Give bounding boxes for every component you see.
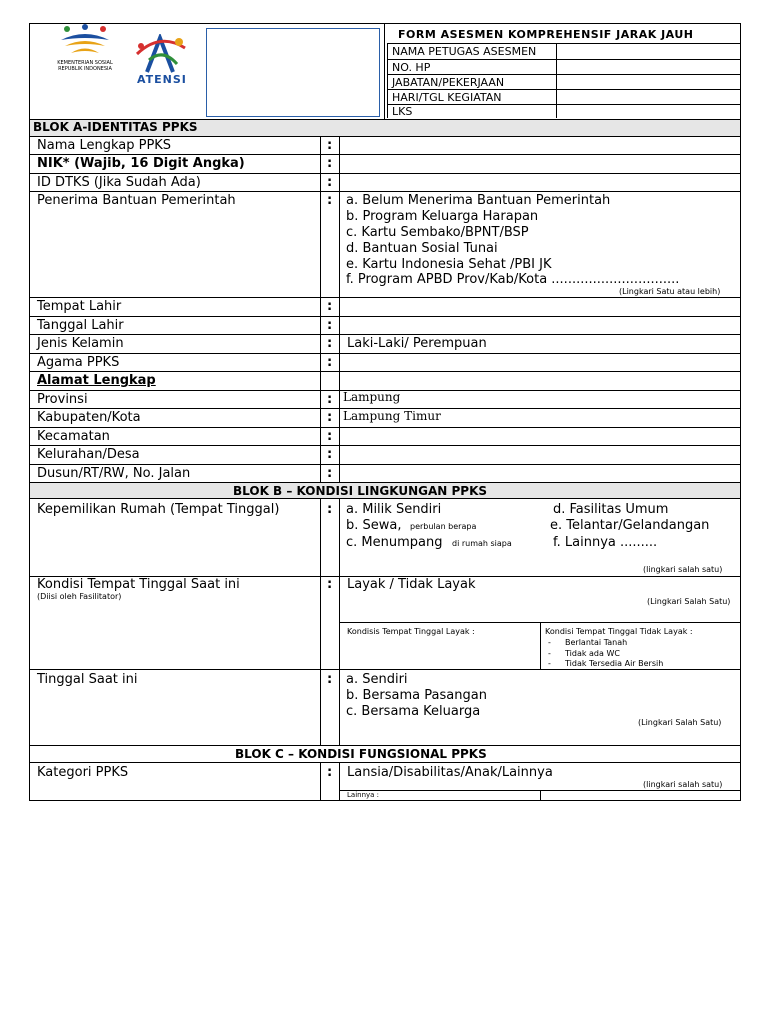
colon: : [327, 336, 333, 351]
bantuan-option[interactable]: c. Kartu Sembako/BPNT/BSP [346, 225, 529, 240]
kategori-label: Kategori PPKS [37, 765, 129, 780]
tempat-lahir-field[interactable] [341, 298, 739, 315]
kelurahan-label: Kelurahan/Desa [37, 447, 140, 462]
tanggal-lahir-label: Tanggal Lahir [37, 318, 124, 333]
rumah-option-f[interactable]: f. Lainnya ......... [553, 535, 658, 550]
colon: : [327, 429, 333, 444]
kabupaten-value[interactable]: Lampung Timur [343, 409, 441, 423]
nama-field[interactable] [341, 137, 739, 153]
dtks-label: ID DTKS (Jika Sudah Ada) [37, 175, 201, 190]
kemensos-emblem-icon [55, 24, 115, 60]
lainnya-label: Lainnya : [347, 791, 380, 799]
kemensos-logo-text: KEMENTERIAN SOSIAL REPUBLIK INDONESIA [57, 60, 113, 72]
colon: : [327, 577, 333, 592]
tinggal-note: (Lingkari Salah Satu) [638, 718, 722, 727]
rumah-option-e[interactable]: e. Telantar/Gelandangan [550, 518, 710, 533]
rumah-option-a[interactable]: a. Milik Sendiri [346, 502, 442, 517]
meta-jabatan-field[interactable] [558, 75, 740, 88]
rumah-option-d[interactable]: d. Fasilitas Umum [553, 502, 669, 517]
rumah-option-c-note: di rumah siapa [452, 539, 512, 548]
colon: : [327, 466, 333, 481]
colon: : [327, 447, 333, 462]
meta-hari-field[interactable] [558, 90, 740, 103]
colon: : [327, 175, 333, 190]
tidak-layak-item: Berlantai Tanah [565, 638, 628, 647]
kelurahan-field[interactable] [341, 446, 739, 463]
bantuan-option[interactable]: b. Program Keluarga Harapan [346, 209, 539, 224]
block-c-title: BLOK C – KONDISI FUNGSIONAL PPKS [235, 747, 487, 761]
bullet: - [548, 638, 551, 647]
colon: : [327, 765, 333, 780]
tidak-layak-item: Tidak ada WC [565, 649, 620, 658]
atensi-logo-text: ATENSI [137, 73, 187, 86]
tidak-layak-item: Tidak Tersedia Air Bersih [565, 659, 664, 668]
atensi-logo [127, 34, 193, 86]
bantuan-option[interactable]: a. Belum Menerima Bantuan Pemerintah [346, 193, 611, 208]
rumah-option-c[interactable]: c. Menumpang [346, 535, 443, 550]
kategori-note: (lingkari salah satu) [643, 780, 723, 789]
meta-hp-label: NO. HP [392, 61, 431, 74]
alamat-label: Alamat Lengkap [37, 373, 156, 388]
meta-hp-field[interactable] [558, 60, 740, 73]
colon: : [327, 392, 333, 407]
bantuan-option[interactable]: e. Kartu Indonesia Sehat /PBI JK [346, 257, 552, 272]
kondisi-label: Kondisi Tempat Tinggal Saat ini [37, 577, 240, 592]
tinggal-option[interactable]: b. Bersama Pasangan [346, 688, 487, 703]
tidak-layak-title: Kondisi Tempat Tinggal Tidak Layak : [545, 627, 693, 636]
tinggal-option[interactable]: a. Sendiri [346, 672, 408, 687]
tinggal-label: Tinggal Saat ini [37, 672, 138, 687]
bantuan-option[interactable]: f. Program APBD Prov/Kab/Kota ............................... [346, 272, 680, 287]
kondisi-value[interactable]: Layak / Tidak Layak [347, 577, 476, 592]
agama-label: Agama PPKS [37, 355, 120, 370]
bullet: - [548, 649, 551, 658]
dusun-label: Dusun/RT/RW, No. Jalan [37, 466, 191, 481]
nik-label: NIK* (Wajib, 16 Digit Angka) [37, 156, 245, 171]
kemensos-logo [55, 24, 115, 94]
rumah-option-b-note: perbulan berapa [410, 522, 477, 531]
colon: : [327, 410, 333, 425]
dtks-field[interactable] [341, 174, 739, 190]
meta-lks-label: LKS [392, 105, 413, 118]
rumah-option-b[interactable]: b. Sewa, [346, 518, 402, 533]
colon: : [327, 299, 333, 314]
block-a-title: BLOK A-IDENTITAS PPKS [33, 120, 198, 134]
bantuan-option[interactable]: d. Bantuan Sosial Tunai [346, 241, 498, 256]
jenis-kelamin-label: Jenis Kelamin [37, 336, 124, 351]
lainnya-field[interactable] [542, 791, 739, 800]
colon: : [327, 672, 333, 687]
colon: : [327, 156, 333, 171]
colon: : [327, 355, 333, 370]
meta-jabatan-label: JABATAN/PEKERJAAN [392, 76, 505, 89]
meta-lks-field[interactable] [558, 105, 740, 118]
tanggal-lahir-field[interactable] [341, 317, 739, 333]
kecamatan-label: Kecamatan [37, 429, 110, 444]
form-title: FORM ASESMEN KOMPREHENSIF JARAK JAUH [398, 28, 694, 41]
tinggal-option[interactable]: c. Bersama Keluarga [346, 704, 481, 719]
bantuan-label: Penerima Bantuan Pemerintah [37, 193, 236, 208]
kondisi-note: (Lingkari Salah Satu) [647, 597, 731, 606]
nama-label: Nama Lengkap PPKS [37, 138, 172, 153]
bullet: - [548, 659, 551, 668]
agama-field[interactable] [341, 354, 739, 370]
kondisi-sub: (Diisi oleh Fasilitator) [37, 592, 122, 601]
meta-petugas-field[interactable] [558, 44, 740, 58]
block-b-title: BLOK B – KONDISI LINGKUNGAN PPKS [233, 484, 488, 498]
colon: : [327, 138, 333, 153]
rumah-label: Kepemilikan Rumah (Tempat Tinggal) [37, 502, 280, 517]
colon: : [327, 193, 333, 208]
provinsi-value[interactable]: Lampung [343, 390, 401, 404]
kabupaten-label: Kabupaten/Kota [37, 410, 141, 425]
tempat-lahir-label: Tempat Lahir [37, 299, 122, 314]
provinsi-label: Provinsi [37, 392, 88, 407]
rumah-note: (lingkari salah satu) [643, 565, 723, 574]
meta-petugas-label: NAMA PETUGAS ASESMEN [392, 45, 537, 58]
layak-title: Kondisis Tempat Tinggal Layak : [347, 627, 475, 636]
kategori-value[interactable]: Lansia/Disabilitas/Anak/Lainnya [347, 765, 553, 780]
photo-box [206, 28, 380, 117]
atensi-emblem-icon [127, 34, 193, 74]
dusun-field[interactable] [341, 465, 739, 481]
nik-field[interactable] [341, 155, 739, 172]
colon: : [327, 502, 333, 517]
meta-hari-label: HARI/TGL KEGIATAN [392, 91, 502, 104]
jenis-kelamin-value[interactable]: Laki-Laki/ Perempuan [347, 336, 487, 351]
bantuan-note: (Lingkari Satu atau lebih) [619, 287, 721, 296]
kecamatan-field[interactable] [341, 428, 739, 444]
colon: : [327, 318, 333, 333]
